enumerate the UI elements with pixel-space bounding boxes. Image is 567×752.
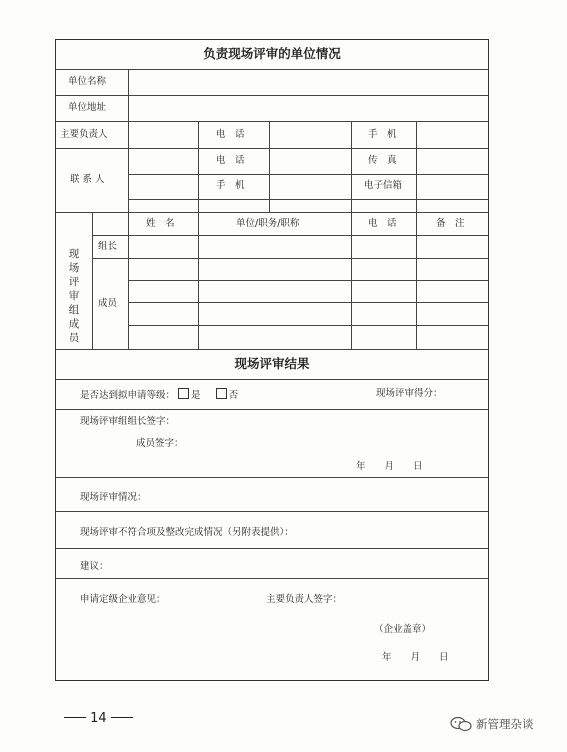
- row-line: [56, 548, 488, 549]
- row-line: [92, 235, 488, 236]
- phone-label-2: 电 话: [216, 155, 245, 166]
- phone-label-1: 电 话: [216, 129, 245, 140]
- row-line: [56, 349, 488, 350]
- score-label: 现场评审得分：: [376, 388, 443, 399]
- row-line: [56, 212, 488, 213]
- row-line: [56, 95, 488, 96]
- col-line: [351, 121, 352, 349]
- row-line: [128, 302, 488, 303]
- watermark: [450, 716, 534, 732]
- date-label-2: 年 月 日: [382, 652, 449, 663]
- section2-title: 现场评审结果: [234, 356, 310, 371]
- seal-label: （企业盖章）: [374, 624, 432, 635]
- no-checkbox[interactable]: [216, 388, 227, 399]
- member-sign-label: 成员签字：: [136, 438, 184, 449]
- row-line: [92, 258, 488, 259]
- enterprise-opinion-label: 申请定级企业意见：: [80, 594, 166, 605]
- row-line: [128, 199, 488, 200]
- page-number: [64, 711, 133, 726]
- watermark-text: 新管理杂谈: [476, 717, 534, 731]
- yes-checkbox[interactable]: [178, 388, 189, 399]
- fax-label: 传 真: [368, 155, 397, 166]
- contact-label: 联 系 人: [70, 174, 105, 185]
- date-label-1: 年 月 日: [356, 461, 423, 472]
- col-line: [128, 69, 129, 212]
- main-sign-label: 主要负责人签字：: [266, 594, 343, 605]
- row-line: [56, 511, 488, 512]
- wechat-icon: [450, 716, 472, 732]
- dash-right: [111, 717, 133, 718]
- leader-sign-label: 现场评审组组长签字：: [80, 416, 176, 427]
- row-line: [56, 148, 488, 149]
- mobile-label-2: 手 机: [216, 180, 245, 191]
- reached-question-text: 是否达到拟申请等级：: [80, 390, 176, 401]
- row-line: [56, 477, 488, 478]
- member-label: 成员: [98, 298, 118, 309]
- section1-title: 负责现场评审的单位情况: [203, 46, 341, 61]
- row-line: [56, 69, 488, 70]
- row-line: [128, 174, 488, 175]
- yes-label: 是: [191, 390, 201, 401]
- col-unit-header: 单位/职务/职称: [236, 218, 300, 229]
- unit-name-label: 单位名称: [68, 76, 107, 87]
- col-line: [416, 121, 417, 349]
- dash-left: [64, 717, 86, 718]
- review-form-table: [55, 39, 489, 681]
- advice-label: 建议：: [80, 561, 109, 572]
- email-label: 电子信箱: [364, 180, 403, 191]
- row-line: [128, 325, 488, 326]
- row-line: [128, 280, 488, 281]
- row-line: [56, 409, 488, 410]
- col-line: [198, 121, 199, 349]
- nonconform-label: 现场评审不符合项及整改完成情况（另附表提供）：: [80, 527, 294, 538]
- row-line: [56, 121, 488, 122]
- col-phone-header: 电 话: [368, 218, 397, 229]
- col-line: [269, 121, 270, 212]
- row-line: [56, 578, 488, 579]
- reached-question: [80, 388, 238, 402]
- main-person-label: 主要负责人: [60, 129, 108, 140]
- leader-label: 组长: [98, 241, 118, 252]
- col-line: [128, 212, 129, 349]
- team-label: 现场评审组成员: [68, 248, 80, 344]
- no-label: 否: [228, 390, 239, 401]
- unit-address-label: 单位地址: [68, 102, 107, 113]
- col-line: [92, 212, 93, 349]
- col-name-header: 姓 名: [146, 218, 175, 229]
- mobile-label-1: 手 机: [368, 129, 397, 140]
- situation-label: 现场评审情况：: [80, 492, 147, 503]
- col-remark-header: 备 注: [436, 218, 465, 229]
- page-number-text: 14: [90, 711, 107, 726]
- row-line: [56, 379, 488, 380]
